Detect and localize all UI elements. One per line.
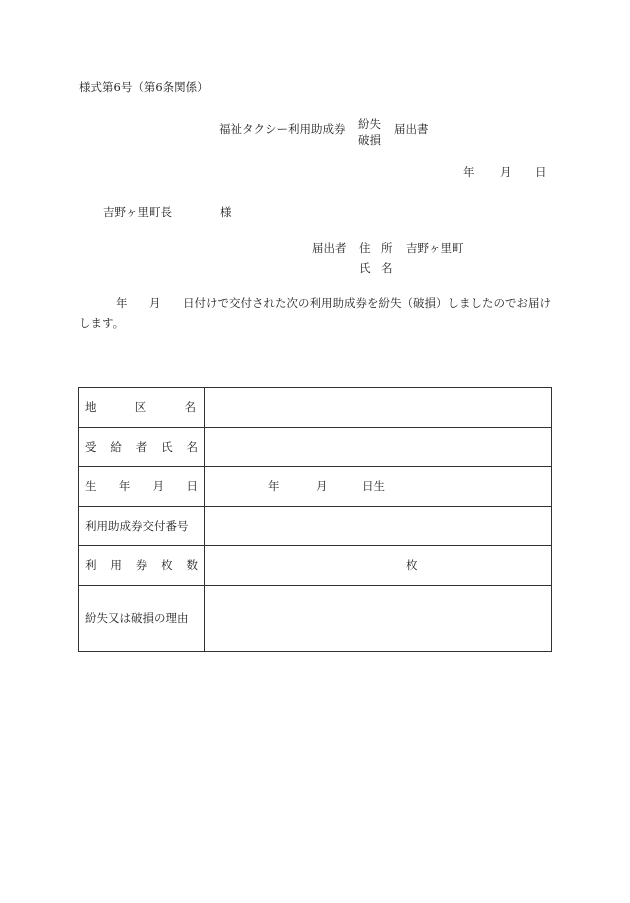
addressee-name: 吉野ヶ里町長 <box>103 205 172 219</box>
reason-field[interactable] <box>205 585 552 651</box>
label-char: 生 <box>85 479 97 494</box>
label-char: 利 <box>85 558 97 573</box>
ticket-count-field[interactable] <box>205 546 552 586</box>
label-text: 利用助成券交付番号 <box>85 518 189 533</box>
label-char: 名 <box>184 400 196 415</box>
table-row-district <box>79 388 552 428</box>
label-char: 用 <box>110 558 122 573</box>
title-option-lost: 紛失 <box>358 117 381 131</box>
date-day-label: 日 <box>535 165 547 179</box>
recipient-name-field[interactable] <box>205 427 552 467</box>
address-value: 吉野ヶ里町 <box>406 241 464 255</box>
birth-month-label: 月 <box>316 479 328 494</box>
address-label-char: 住 <box>359 241 371 255</box>
birth-day-label: 日生 <box>362 479 385 494</box>
info-table <box>78 387 552 652</box>
label-birthdate <box>79 467 205 507</box>
table-row-ticket-count <box>79 546 552 586</box>
district-value-field[interactable] <box>205 388 552 428</box>
label-text: 紛失又は破損の理由 <box>85 611 189 625</box>
birth-year-label: 年 <box>268 479 280 494</box>
label-voucher-number <box>79 506 205 546</box>
label-char: 券 <box>135 558 148 573</box>
name-label-char: 名 <box>381 261 393 275</box>
address-label-char: 所 <box>381 241 393 255</box>
addressee-honorific: 様 <box>220 205 232 219</box>
label-char: 区 <box>134 400 147 415</box>
label-char: 数 <box>186 558 198 573</box>
table-row-voucher-number <box>79 506 552 546</box>
title-option-damaged: 破損 <box>358 133 381 147</box>
label-char: 枚 <box>161 558 173 573</box>
label-char: 日 <box>186 479 198 494</box>
label-char: 年 <box>118 479 131 494</box>
notifier-label: 届出者 <box>312 241 347 255</box>
table-row-birthdate <box>79 467 552 507</box>
label-char: 給 <box>110 439 122 454</box>
label-char: 氏 <box>161 439 173 454</box>
body-text-line1: 日付けで交付された次の利用助成券を紛失（破損）しましたのでお届け <box>183 296 551 310</box>
label-district <box>79 388 205 428</box>
title-option-stack <box>358 116 381 148</box>
voucher-number-field[interactable] <box>205 506 552 546</box>
document-title: 福祉タクシー利用助成券 <box>219 122 346 136</box>
name-label-char: 氏 <box>359 261 371 275</box>
label-char: 者 <box>135 439 148 454</box>
label-char: 月 <box>152 479 165 494</box>
body-text-line2: します。 <box>79 316 125 330</box>
label-ticket-count <box>79 546 205 586</box>
label-reason <box>79 585 205 651</box>
document-title-suffix: 届出書 <box>394 122 429 136</box>
body-month-label: 月 <box>149 296 161 310</box>
form-number-label: 様式第6号（第6条関係） <box>79 80 209 94</box>
ticket-count-unit: 枚 <box>406 558 418 573</box>
label-recipient-name <box>79 427 205 467</box>
birthdate-field[interactable] <box>205 467 552 507</box>
label-char: 地 <box>85 400 97 415</box>
body-year-label: 年 <box>116 296 128 310</box>
label-char: 受 <box>85 439 97 454</box>
table-row-reason <box>79 585 552 651</box>
date-year-label: 年 <box>463 165 475 179</box>
date-month-label: 月 <box>500 165 512 179</box>
table-row-recipient-name <box>79 427 552 467</box>
label-char: 名 <box>186 439 198 454</box>
